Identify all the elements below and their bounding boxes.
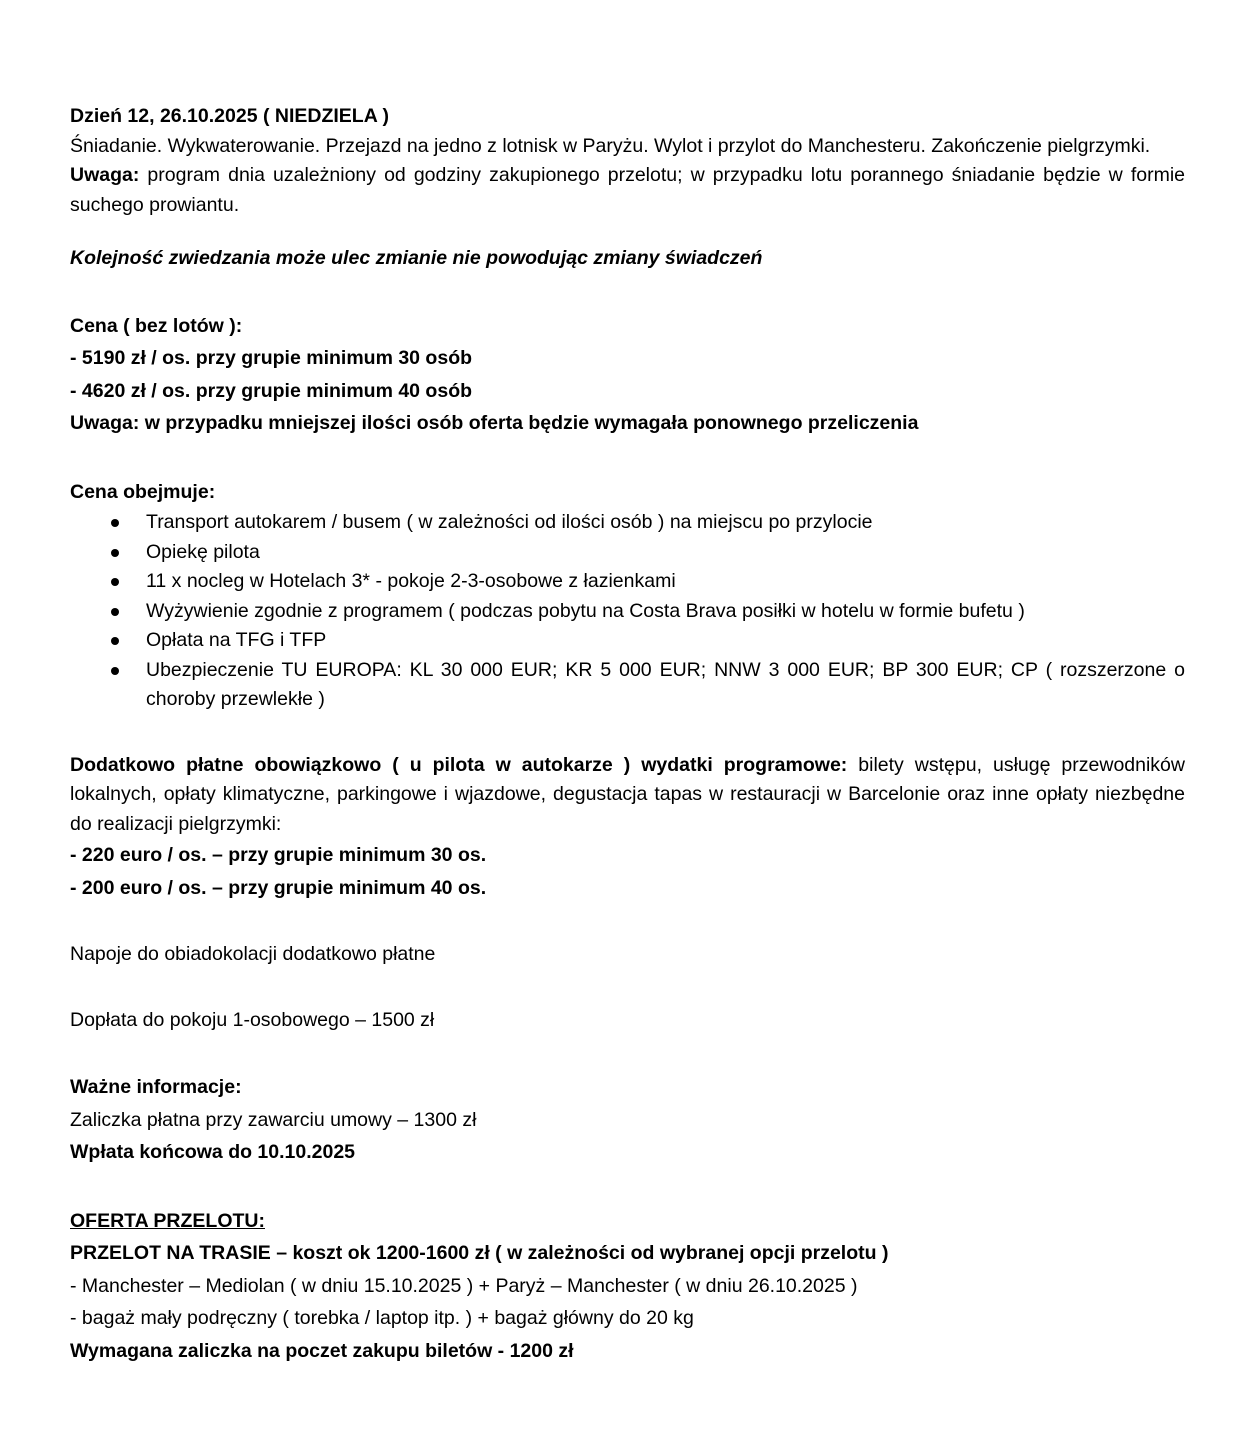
day12-note-text: program dnia uzależniony od godziny zakupionego przelotu; w przypadku lotu porannego śniadanie będzie w formie suchego prowiantu. (70, 164, 1185, 216)
extra-costs-label: Dodatkowo płatne obowiązkowo ( u pilota w autokarze ) wydatki programowe: (70, 753, 848, 776)
day12-heading: Dzień 12, 26.10.2025 ( NIEDZIELA ) (70, 105, 389, 127)
day12-text: Śniadanie. Wykwaterowanie. Przejazd na jedno z lotnisk w Paryżu. Wylot i przylot do Manchesteru. Zakończenie pielgrzymki. (70, 134, 1151, 157)
flight-deposit: Wymagana zaliczka na poczet zakupu biletów - 1200 zł (70, 1339, 574, 1362)
flight-line-dates: - Manchester – Mediolan ( w dniu 15.10.2025 ) + Paryż – Manchester ( w dniu 26.10.2025 ) (70, 1274, 858, 1297)
list-item-text: Opiekę pilota (146, 540, 260, 563)
spacer (70, 904, 1185, 940)
list-item (70, 567, 1185, 597)
bullet-icon (111, 608, 119, 616)
single-room-note: Dopłata do pokoju 1-osobowego – 1500 zł (70, 1008, 435, 1031)
list-item (70, 656, 1185, 715)
price-line-30: - 5190 zł / os. przy grupie minimum 30 osób (70, 347, 473, 369)
list-item-text: Opłata na TFG i TFP (146, 629, 327, 651)
list-item (70, 626, 1185, 656)
document-page (70, 102, 1185, 1367)
spacer (70, 1169, 1185, 1205)
spacer (70, 715, 1185, 751)
extra-line-40: - 200 euro / os. – przy grupie minimum 40 os. (70, 876, 487, 899)
important-section (70, 1071, 1185, 1169)
drinks-note: Napoje do obiadokolacji dodatkowo płatne (70, 943, 436, 965)
flight-heading: OFERTA PRZELOTU: (70, 1209, 265, 1232)
bullet-icon (111, 519, 119, 527)
final-payment-text: Wpłata końcowa do 10.10.2025 (70, 1141, 356, 1163)
day12-note (70, 161, 1185, 220)
flight-section (70, 1205, 1185, 1368)
list-item (70, 538, 1185, 568)
bullet-icon (111, 667, 119, 675)
price-note: Uwaga: w przypadku mniejszej ilości osób oferta będzie wymagała ponownego przeliczenia (70, 412, 919, 434)
extra-line-30: - 220 euro / os. – przy grupie minimum 30 os. (70, 844, 487, 866)
spacer (70, 1035, 1185, 1071)
includes-list (70, 508, 1185, 715)
important-heading: Ważne informacje: (70, 1076, 242, 1098)
deposit-text: Zaliczka płatna przy zawarciu umowy – 1300 zł (70, 1108, 477, 1131)
extra-costs-text: bilety wstępu, usługę przewodników lokalnych, opłaty klimatyczne, parkingowe i wjazdowe, degustacja tapas w restauracji w Barcelonie oraz inne opłaty niezbędne do realizacji pielgrzymki: (70, 753, 1185, 835)
spacer (70, 970, 1185, 1006)
price-line-40: - 4620 zł / os. przy grupie minimum 40 osób (70, 379, 473, 402)
spacer (70, 220, 1185, 244)
bullet-icon (111, 578, 119, 586)
spacer (70, 274, 1185, 310)
list-item-text: 11 x nocleg w Hotelach 3* - pokoje 2-3-osobowe z łazienkami (146, 570, 676, 592)
list-item (70, 597, 1185, 627)
list-item-text: Ubezpieczenie TU EUROPA: KL 30 000 EUR; KR 5 000 EUR; NNW 3 000 EUR; BP 300 EUR; CP ( rozszerzone o choroby przewlekłe ) (146, 658, 1185, 710)
order-note: Kolejność zwiedzania może ulec zmianie nie powodując zmiany świadczeń (70, 247, 763, 269)
extra-costs (70, 751, 1185, 840)
bullet-icon (111, 637, 119, 645)
extra-costs-prices (70, 839, 1185, 904)
flight-route: PRZELOT NA TRASIE – koszt ok 1200-1600 zł ( w zależności od wybranej opcji przelotu ) (70, 1242, 889, 1264)
price-heading: Cena ( bez lotów ): (70, 314, 243, 337)
list-item (70, 508, 1185, 538)
bullet-icon (111, 549, 119, 557)
day12-note-label: Uwaga: (70, 164, 140, 186)
flight-line-baggage: - bagaż mały podręczny ( torebka / laptop itp. ) + bagaż główny do 20 kg (70, 1307, 694, 1329)
price-section (70, 310, 1185, 440)
includes-heading: Cena obejmuje: (70, 480, 216, 503)
list-item-text: Wyżywienie zgodnie z programem ( podczas pobytu na Costa Brava posiłki w hotelu w formie bufetu ) (146, 599, 1025, 622)
spacer (70, 440, 1185, 476)
list-item-text: Transport autokarem / busem ( w zależności od ilości osób ) na miejscu po przylocie (146, 511, 873, 533)
